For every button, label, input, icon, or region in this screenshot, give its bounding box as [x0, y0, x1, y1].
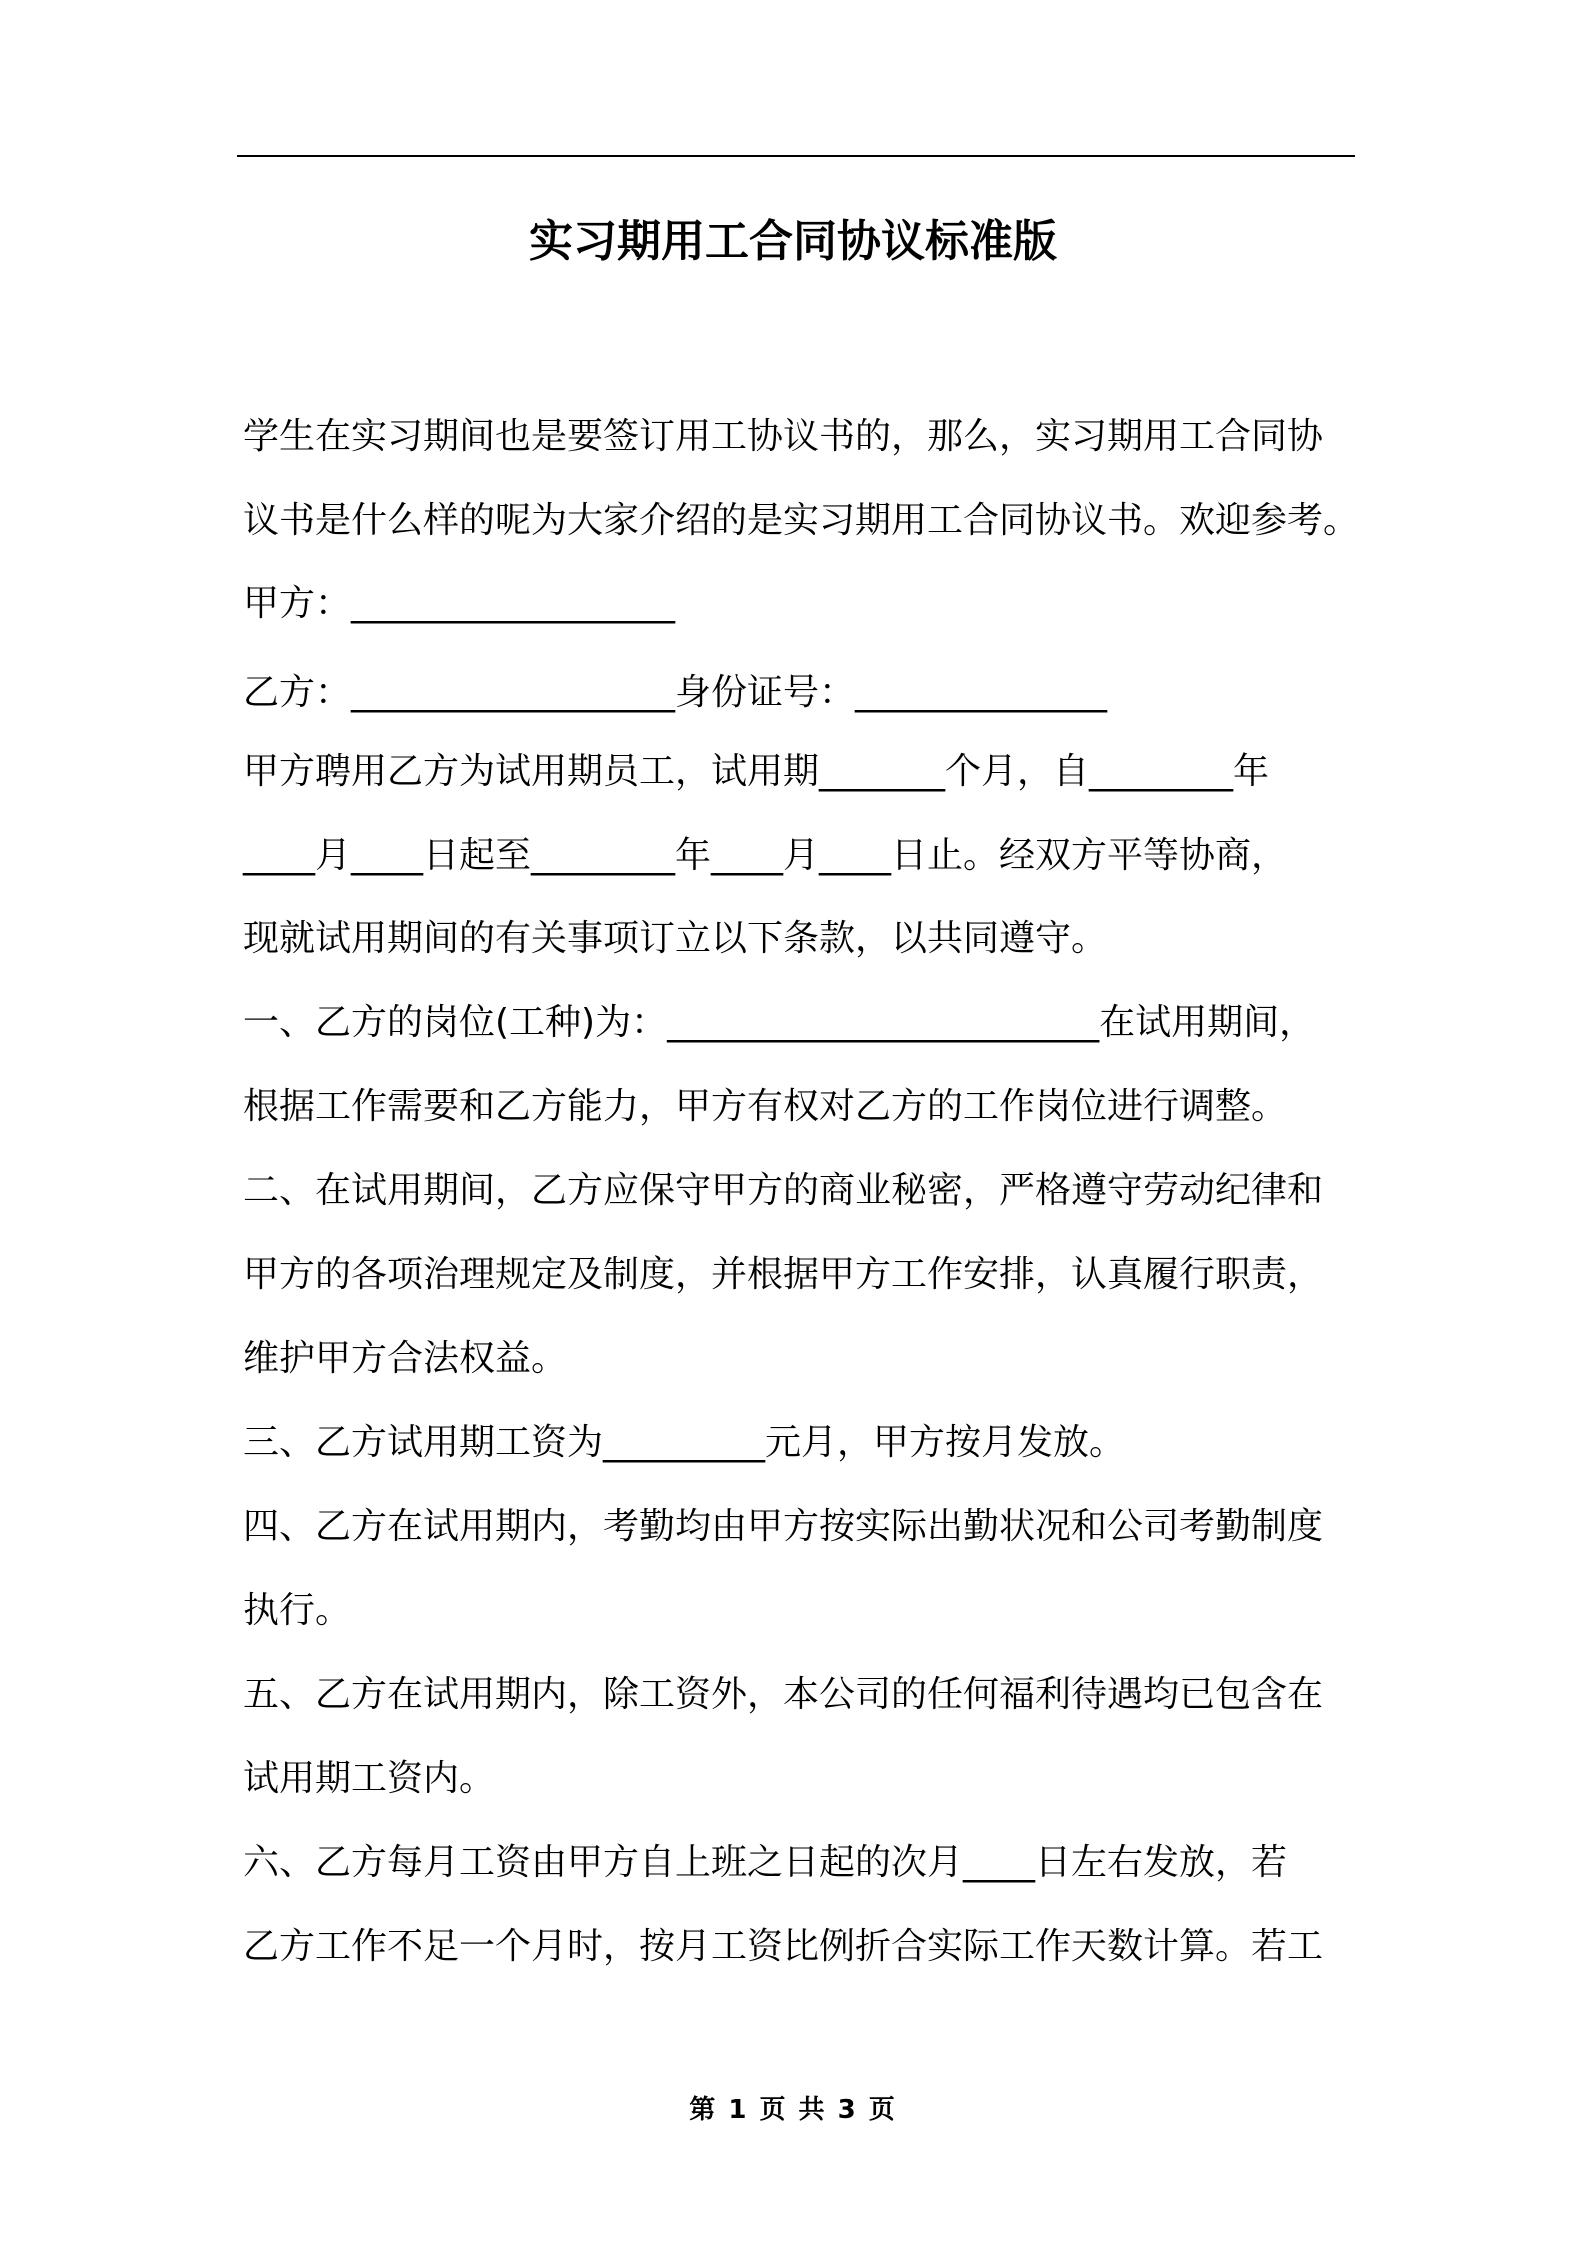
- body-line: 甲方聘用乙方为试用期员工，试用期_______个月，自________年: [243, 751, 1270, 792]
- body-line: 议书是什么样的呢为大家介绍的是实习期用工合同协议书。欢迎参考。: [243, 500, 1360, 541]
- party-b-line: 乙方：__________________身份证号：______________: [243, 672, 1108, 713]
- body-line: 现就试用期间的有关事项订立以下条款，以共同遵守。: [243, 918, 1108, 959]
- header-rule: [237, 155, 1355, 157]
- clause-2-line: 二、在试用期间，乙方应保守甲方的商业秘密，严格遵守劳动纪律和: [243, 1170, 1324, 1211]
- clause-3-line: 三、乙方试用期工资为_________元月，甲方按月发放。: [243, 1422, 1126, 1463]
- body-line: 乙方工作不足一个月时，按月工资比例折合实际工作天数计算。若工: [243, 1926, 1324, 1967]
- party-a-line: 甲方：__________________: [243, 583, 676, 624]
- page-indicator: 第 1 页 共 3 页: [689, 2095, 897, 2125]
- document-title: 实习期用工合同协议标准版: [529, 216, 1057, 267]
- clause-6-line: 六、乙方每月工资由甲方自上班之日起的次月____日左右发放，若: [243, 1842, 1288, 1883]
- body-line: 执行。: [243, 1590, 352, 1631]
- clause-4-line: 四、乙方在试用期内，考勤均由甲方按实际出勤状况和公司考勤制度: [243, 1506, 1324, 1547]
- body-line: ____月____日起至________年____月____日止。经双方平等协商，: [243, 835, 1288, 876]
- body-line: 试用期工资内。: [243, 1758, 496, 1799]
- body-line: 根据工作需要和乙方能力，甲方有权对乙方的工作岗位进行调整。: [243, 1086, 1288, 1127]
- clause-1-line: 一、乙方的岗位(工种)为：________________________在试用期间，: [243, 1002, 1316, 1043]
- body-line: 学生在实习期间也是要签订用工协议书的，那么，实习期用工合同协: [243, 416, 1324, 457]
- clause-5-line: 五、乙方在试用期内，除工资外，本公司的任何福利待遇均已包含在: [243, 1674, 1324, 1715]
- body-line: 甲方的各项治理规定及制度，并根据甲方工作安排，认真履行职责，: [243, 1254, 1324, 1295]
- body-line: 维护甲方合法权益。: [243, 1338, 568, 1379]
